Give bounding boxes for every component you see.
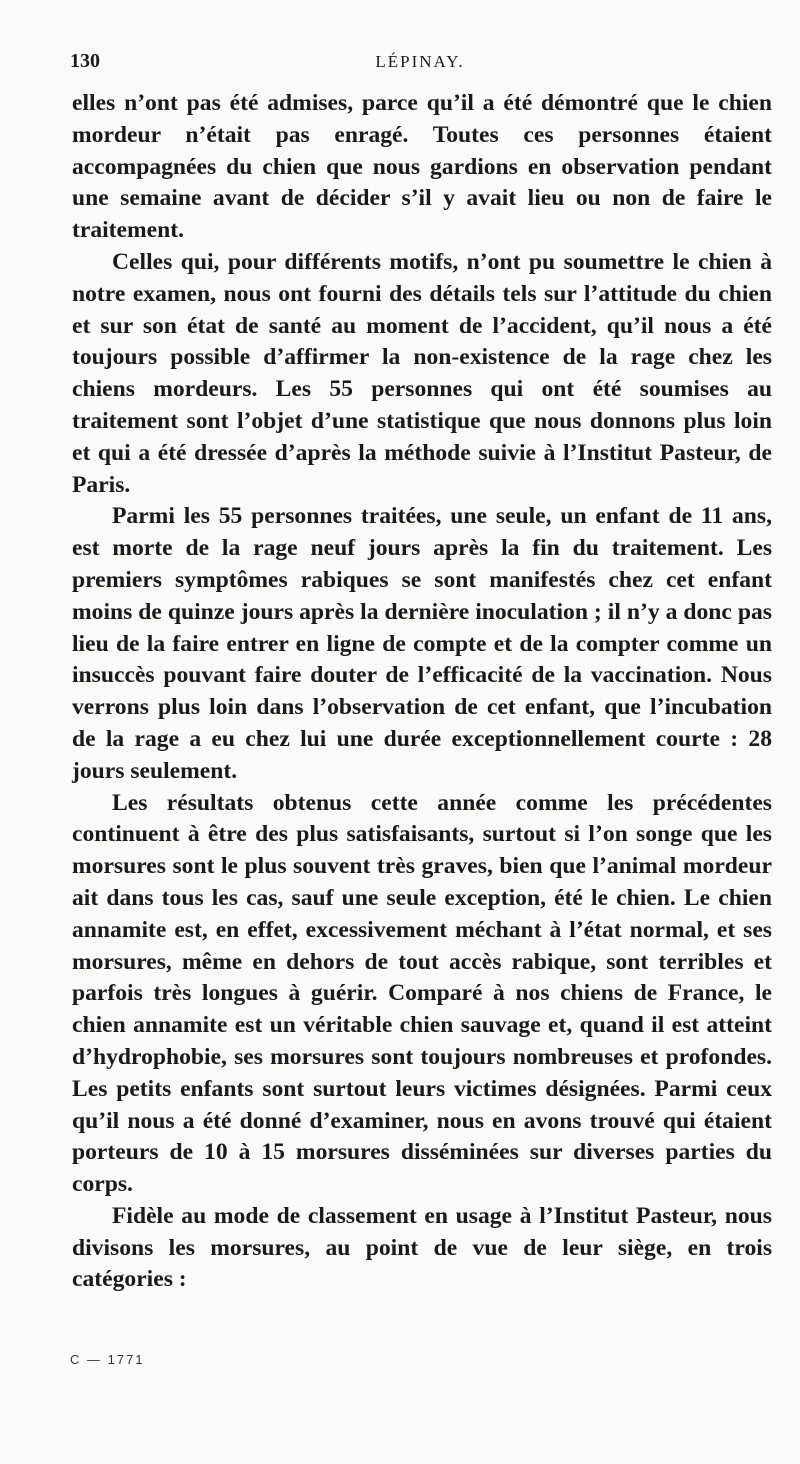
page-number: 130	[70, 50, 100, 72]
running-title: LÉPINAY.	[375, 52, 465, 71]
paragraph: Celles qui, pour différents motifs, n’ont pu soumettre le chien à notre examen, nous ont fourni des détails tels sur l’attitude du chien et sur son état de santé au moment de l’accident, qu’il nous a été toujours possible d’affirmer la non-existence de la rage chez les chiens mordeurs. Les 55 personnes qui ont été soumises au traitement sont l’objet d’une statistique que nous donnons plus loin et qui a été dressée d’après la méthode suivie à l’Institut Pasteur, de Paris.	[72, 248, 772, 498]
page-header	[70, 50, 770, 80]
paragraph: Les résultats obtenus cette année comme les précédentes continuent à être des plus satisfaisants, surtout si l’on songe que les morsures sont le plus souvent très graves, bien que l’animal mordeur ait dans tous les cas, sauf une seule exception, été le chien. Le chien annamite est, en effet, excessivement méchant à l’état normal, et ses morsures, même en dehors de tout accès rabique, sont terribles et parfois très longues à guérir. Comparé à nos chiens de France, le chien annamite est un véritable chien sauvage et, quand il est atteint d’hydrophobie, ses morsures sont toujours nombreuses et profondes. Les petits enfants sont surtout leurs victimes désignées. Parmi ceux qu’il nous a été donné d’examiner, nous en avons trouvé qui étaient porteurs de 10 à 15 morsures disséminées sur diverses parties du corps.	[72, 789, 772, 1198]
paragraph: elles n’ont pas été admises, parce qu’il a été démontré que le chien mordeur n’était pas enragé. Toutes ces personnes étaient accompagnées du chien que nous gardions en observation pendant une semaine avant de décider s’il y avait lieu ou non de faire le traitement.	[72, 90, 772, 244]
printer-signature: C — 1771	[70, 1352, 145, 1367]
paragraph: Parmi les 55 personnes traitées, une seule, un enfant de 11 ans, est morte de la rage neuf jours après la fin du traitement. Les premiers symptômes rabiques se sont manifestés chez cet enfant moins de quinze jours après la dernière inoculation ; il n’y a donc pas lieu de la faire entrer en ligne de compte et de la compter comme un insuccès pouvant faire douter de l’efficacité de la vaccination. Nous verrons plus loin dans l’observation de cet enfant, que l’incubation de la rage a eu chez lui une durée exceptionnellement courte : 28 jours seulement.	[72, 503, 772, 784]
body-text	[72, 88, 772, 1296]
page-footer	[70, 1352, 780, 1372]
paragraph: Fidèle au mode de classement en usage à l’Institut Pasteur, nous divisons les morsures, au point de vue de leur siège, en trois catégories :	[72, 1202, 772, 1293]
